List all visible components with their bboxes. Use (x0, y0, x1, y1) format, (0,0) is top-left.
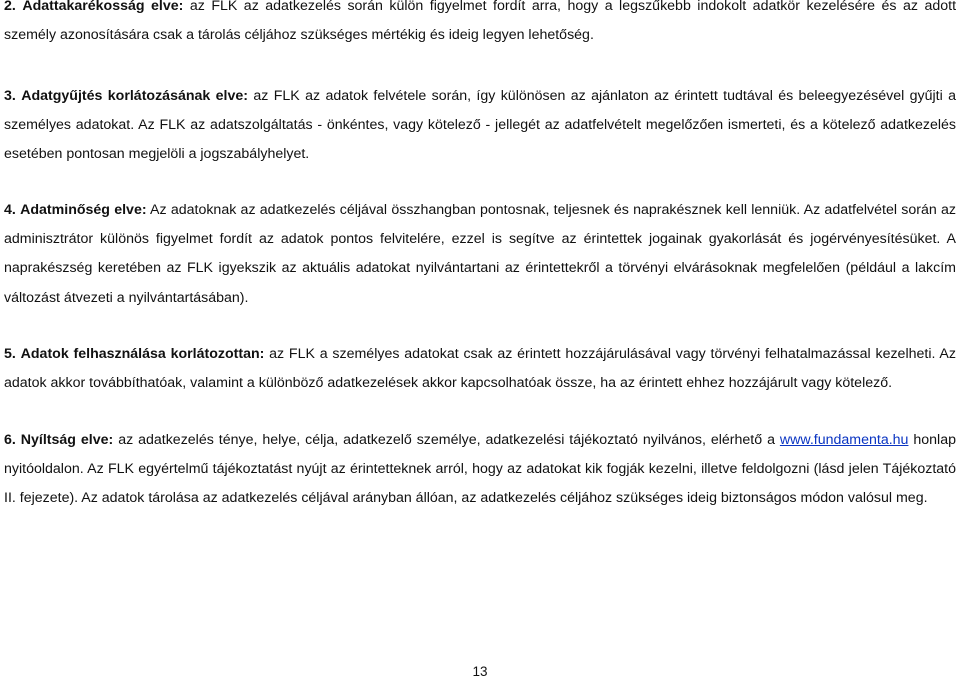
principle-3-heading: Adatgyűjtés korlátozásának elve: (21, 88, 248, 104)
principle-5-heading: Adatok felhasználása korlátozottan: (20, 346, 265, 362)
principle-2-heading: Adattakarékosság elve: (22, 0, 184, 14)
principle-3-paragraph (4, 82, 956, 170)
principle-4-heading: Adatminőség elve: (20, 202, 147, 218)
principle-2-body: az FLK az adatkezelés során külön figyelmet fordít arra, hogy a legszűkebb indokolt adatkör kezelésére és az adott személy azonosítására csak a tárolás céljához szükséges mértékig és ideig legyen lehetőség. (4, 0, 957, 44)
principle-5-body: az FLK a személyes adatokat csak az érintett hozzájárulásával vagy törvényi felhatalmazással kezelheti. Az adatok akkor továbbíthatóak, valamint a különböző adatkezelések akkor kapcsolhatóak össze, ha az érintett ehhez hozzájárult vagy kötelező. (4, 346, 956, 392)
principle-6-body-before-link: az adatkezelés ténye, helye, célja, adatkezelő személye, adatkezelési tájékoztató nyilvános, elérhető a (118, 432, 780, 448)
principle-6-heading: Nyíltság elve: (20, 432, 114, 448)
principle-2-number: 2. (4, 0, 16, 14)
principle-6-body-after-link: honlap nyitóoldalon. Az FLK egyértelmű tájékoztatást nyújt az érintetteknek arról, hogy az adatokat kik fogják kezelni, illetve feldolgozni (lásd jelen Tájékoztató II. fejezete). Az adatok tárolása az adatkezelés céljával arányban állóan, az adatkezelés céljához szükséges ideig biztonságos módon valósul meg. (4, 432, 956, 507)
principle-3-body: az FLK az adatok felvétele során, így különösen az ajánlaton az érintett tudtával és beleegyezésével gyűjti a személyes adatokat. Az FLK az adatszolgáltatás - önkéntes, vagy kötelező - jellegét az adatfelvételt megelőzően ismerteti, és a kötelező adatkezelés esetében pontosan megjelöli a jogszabályhelyet. (4, 88, 956, 163)
principle-6-paragraph (4, 426, 956, 514)
principle-5-number: 5. (4, 346, 16, 362)
principle-6-number: 6. (4, 432, 16, 448)
principle-2-paragraph (4, 0, 956, 50)
principle-4-number: 4. (4, 202, 16, 218)
principle-5-paragraph (4, 340, 956, 398)
fundamenta-website-link[interactable]: www.fundamenta.hu (779, 432, 909, 448)
principle-4-paragraph (4, 196, 956, 313)
principle-4-body: Az adatoknak az adatkezelés céljával összhangban pontosnak, teljesnek és naprakésznek kell lenniük. Az adatfelvétel során az adminisztrátor különös figyelmet fordít az adatok pontos felvitelére, ezzel is segítve az érintettek jogainak gyakorlását és jogérvényesítésüket. A naprakészség keretében az FLK igyekszik az aktuális adatokat nyilvántartani az érintettekről a törvényi elvárásoknak megfelelően (például a lakcím változást átvezeti a nyilvántartásában). (4, 202, 956, 306)
page-number: 13 (472, 664, 488, 679)
principle-3-number: 3. (4, 88, 16, 104)
